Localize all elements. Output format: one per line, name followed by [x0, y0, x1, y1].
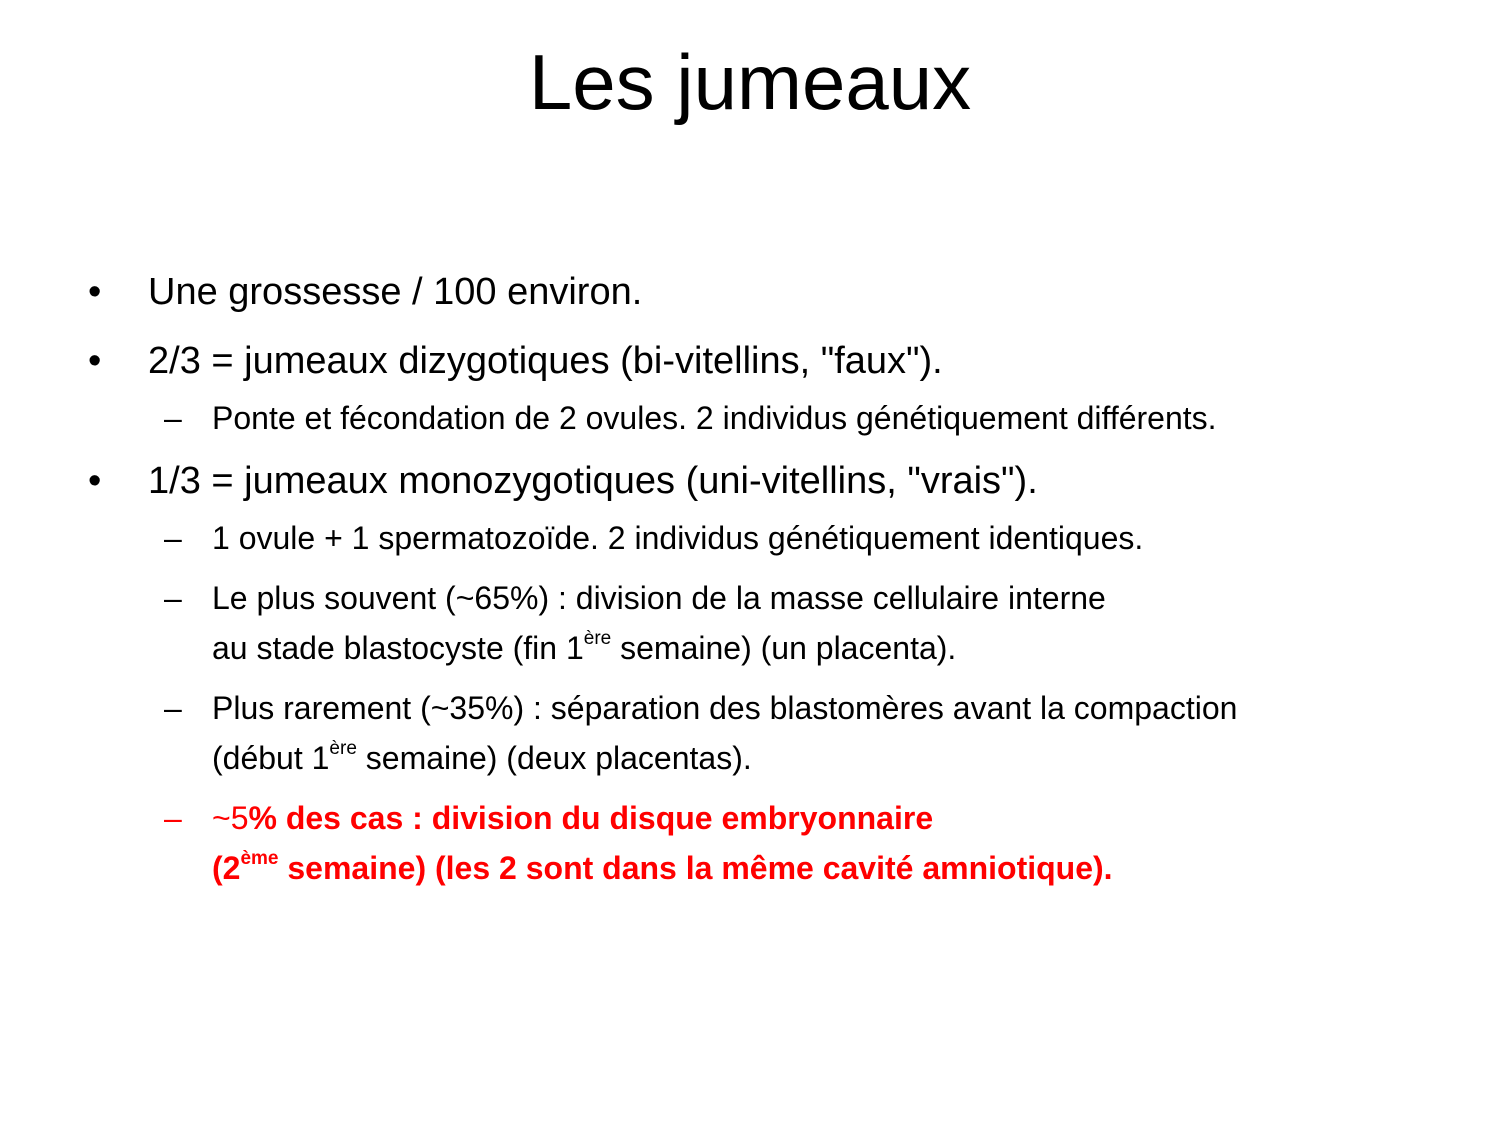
- sub-item-line2-start: (2: [212, 850, 241, 886]
- bullet-text: 1/3 = jumeaux monozygotiques (uni-vitellins, "vrais").: [148, 460, 1038, 502]
- bullet-marker: •: [88, 340, 102, 382]
- sub-item-prefix: ~5: [212, 800, 249, 836]
- sub-item-line1: Le plus souvent (~65%) : division de la masse cellulaire interne: [212, 580, 1106, 616]
- dash-marker: –: [164, 800, 182, 836]
- bullet-text: 2/3 = jumeaux dizygotiques (bi-vitellins, "faux").: [148, 340, 943, 382]
- slide-title: Les jumeaux: [528, 38, 972, 126]
- sub-item-line1: Plus rarement (~35%) : séparation des blastomères avant la compaction: [212, 690, 1238, 726]
- dash-marker: –: [164, 580, 182, 616]
- sub-item-monozygotic-65: [148, 573, 1476, 673]
- sub-item-line1: % des cas : division du disque embryonnaire: [248, 800, 934, 836]
- ordinal-superscript: ère: [583, 628, 612, 650]
- sub-item-text: 1 ovule + 1 spermatozoïde. 2 individus génétiquement identiques.: [212, 520, 1144, 556]
- sub-item-line2-start: (début 1: [212, 740, 330, 776]
- ordinal-superscript: ère: [329, 738, 357, 760]
- sub-item-text: Ponte et fécondation de 2 ovules. 2 individus génétiquement différents.: [212, 400, 1217, 436]
- sub-item-line2-end: semaine) (un placenta).: [611, 630, 957, 666]
- dash-marker: –: [164, 400, 182, 436]
- sub-item-monozygotic-5-highlight: [148, 793, 1476, 893]
- bullet-item-dizygotic: [86, 335, 1476, 387]
- bullet-marker: •: [88, 271, 102, 313]
- sub-item-line2-end: semaine) (les 2 sont dans la même cavité amniotique).: [278, 850, 1113, 886]
- slide-content: [86, 266, 1476, 903]
- sub-item-dizygotic-detail: [148, 393, 1476, 443]
- sub-item-line2-end: semaine) (deux placentas).: [356, 740, 752, 776]
- bullet-item-monozygotic: [86, 455, 1476, 507]
- sub-item-monozygotic-identical: [148, 513, 1476, 563]
- sub-item-line2-start: au stade blastocyste (fin 1: [212, 630, 584, 666]
- sub-item-monozygotic-35: [148, 683, 1476, 783]
- ordinal-superscript: ème: [240, 848, 279, 870]
- bullet-marker: •: [88, 460, 102, 502]
- dash-marker: –: [164, 520, 182, 556]
- dash-marker: –: [164, 690, 182, 726]
- bullet-item-frequency: [86, 266, 1476, 318]
- bullet-text: Une grossesse / 100 environ.: [148, 271, 643, 313]
